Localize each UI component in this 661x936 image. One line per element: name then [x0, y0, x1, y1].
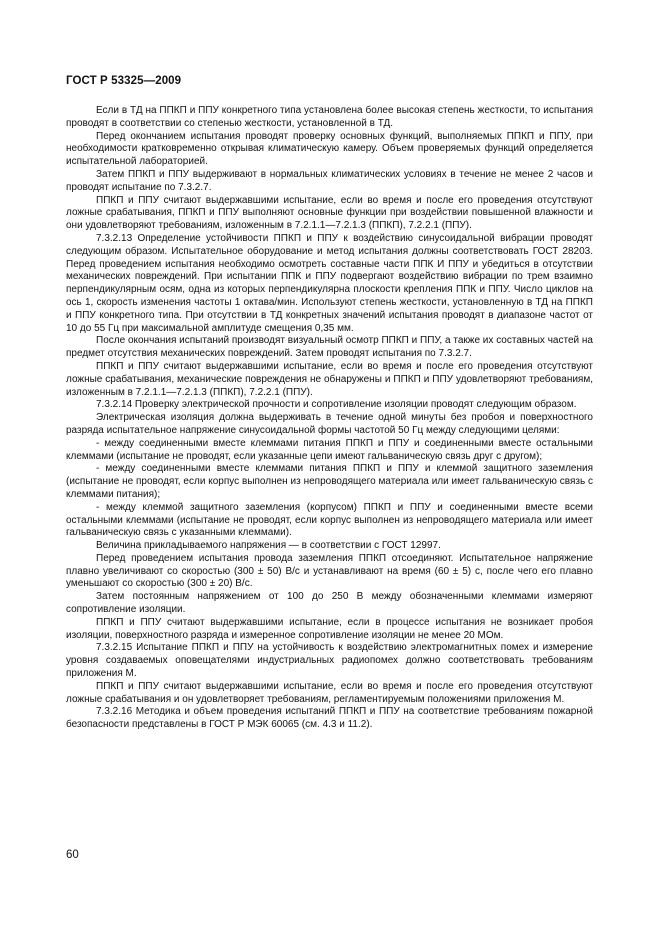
paragraph: Если в ТД на ППКП и ППУ конкретного типа установлена более высокая степень жесткости, то испытания проводят в соответствии со степенью жесткости, установленной в ТД. [66, 105, 593, 129]
paragraph: ППКП и ППУ считают выдержавшими испытание, если во время и после его проведения отсутствуют ложные срабатывания и он удовлетворяет требованиям, регламентируемым положениями приложения М. [66, 680, 593, 705]
paragraph: 7.3.2.13 Определение устойчивости ППКП и ППУ к воздействию синусоидальной вибрации проводят следующим образом. Испытательное оборудование и метод испытания должны соответствовать ГОСТ 28203. Перед проведением испытания необходимо осмотреть составные части ППК И ППУ и убедиться в отсутствии механических повреждений. При испытании ППК и ППУ подвергают воздействию вибрации по трем взаимно перпендикулярным осям, одна из которых перпендикулярна плоскости крепления ППК и ППУ. Число циклов на ось 1, скорость изменения частоты 1 октава/мин. Используют степень жесткости, установленную в ТД на ППКП и ППУ конкретного типа. При отсутствии в ТД конкретных значений испытания проводят в диапазоне частот от 10 до 55 Гц при максимальной амплитуде смещения 0,35 мм. [66, 232, 593, 334]
document-body [66, 105, 593, 732]
list-item: - между соединенными вместе клеммами питания ППКП и ППУ и соединенными вместе остальными клеммами (испытание не проводят, если указанные цепи имеют гальваническую связь друг с другом); [66, 437, 593, 462]
paragraph: 7.3.2.16 Методика и объем проведения испытаний ППКП и ППУ на соответствие требованиям пожарной безопасности представлены в ГОСТ Р МЭК 60065 (см. 4.3 и 11.2). [66, 706, 593, 731]
standard-header: ГОСТ Р 53325—2009 [66, 75, 182, 87]
list-item: - между клеммой защитного заземления (корпусом) ППКП и ППУ и соединенными вместе всеми остальными клеммами (испытание не проводят, если корпус выполнен из непроводящего материала или имеет гальваническую связь с указанными клеммами). [66, 501, 593, 539]
paragraph: Величина прикладываемого напряжения — в соответствии с ГОСТ 12997. [96, 540, 441, 552]
paragraph: 7.3.2.14 Проверку электрической прочности и сопротивление изоляции проводят следующим образом. [96, 399, 577, 411]
paragraph: Перед проведением испытания провода заземления ППКП отсоединяют. Испытательное напряжение плавно увеличивают со скоростью (300 ± 50) В/с и устанавливают на время (60 ± 5) с, после чего его плавно уменьшают со скоростью (300 ± 20) В/с. [66, 552, 593, 590]
paragraph: ППКП и ППУ считают выдержавшими испытание, если в процессе испытания не возникает пробоя изоляции, поверхностного разряда и измеренное сопротивление изоляции не менее 20 МОм. [66, 616, 593, 641]
page-number: 60 [66, 849, 79, 861]
paragraph: После окончания испытаний производят визуальный осмотр ППКП и ППУ, а также их составных частей на предмет отсутствия механических повреждений. Затем проводят испытания по 7.3.2.7. [66, 335, 593, 360]
paragraph: 7.3.2.15 Испытание ППКП и ППУ на устойчивость к воздействию электромагнитных помех и измерение уровня создаваемых оповещателями индустриальных радиопомех должно соответствовать требованиям приложения М. [66, 642, 593, 680]
paragraph: ППКП и ППУ считают выдержавшими испытание, если во время и после его проведения отсутствуют ложные срабатывания, механические повреждения не обнаружены и ППКП и ППУ удовлетворяют требованиям, изложенным в 7.2.1.1—7.2.1.3 (ППКП), 7.2.2.1 (ППУ). [66, 360, 593, 398]
paragraph: Затем ППКП и ППУ выдерживают в нормальных климатических условиях в течение не менее 2 часов и проводят испытание по 7.3.2.7. [66, 168, 593, 193]
paragraph: ППКП и ППУ считают выдержавшими испытание, если во время и после его проведения отсутствуют ложные срабатывания, ППКП и ППУ выполняют основные функции при воздействии повышенной влажности и они удовлетворяют требованиям, изложенным в 7.2.1.1—7.2.1.3 (ППКП), 7.2.2.1 (ППУ). [66, 194, 593, 232]
paragraph: Перед окончанием испытания проводят проверку основных функций, выполняемых ППКП и ППУ, при необходимости кратковременно открывая климатическую камеру. Объем проверяемых функций определяется испытательной лабораторией. [66, 130, 593, 168]
paragraph: Электрическая изоляция должна выдерживать в течение одной минуты без пробоя и поверхностного разряда испытательное напряжение синусоидальной формы частотой 50 Гц между следующими целями: [66, 412, 593, 436]
paragraph: Затем постоянным напряжением от 100 до 250 В между обозначенными клеммами измеряют сопротивление изоляции. [66, 591, 593, 616]
list-item: - между соединенными вместе клеммами питания ППКП и ППУ и клеммой защитного заземления (испытание не проводят, если корпус выполнен из непроводящего материала или имеет гальваническую связь с клеммами питания); [66, 463, 593, 500]
